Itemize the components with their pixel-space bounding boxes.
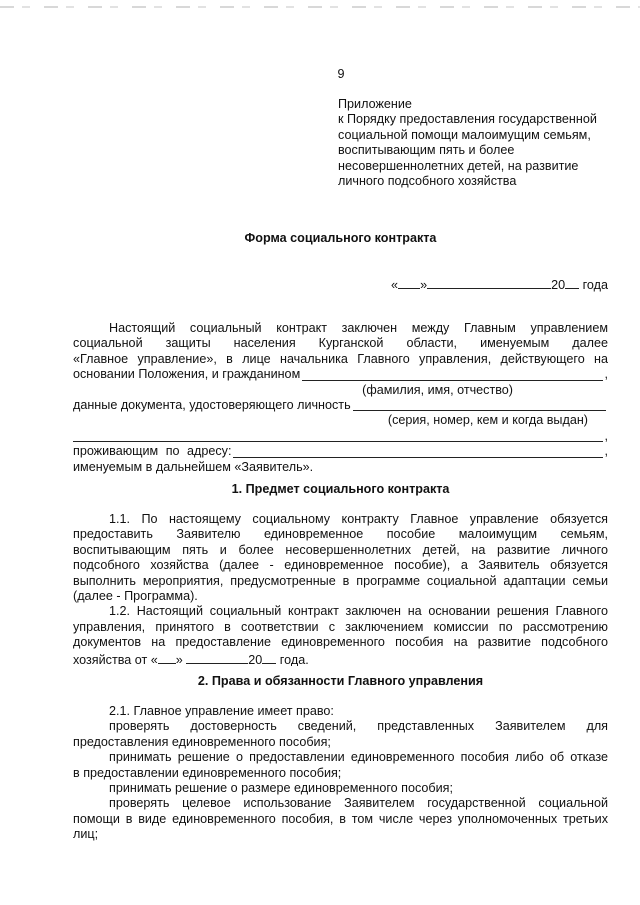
clause-line: документов на предоставление единовременного пособия на развитие подсобного	[73, 635, 608, 650]
clause-line: помощи в виде единовременного пособия, в том числе через уполномоченных третьих	[73, 811, 608, 826]
clause-line: предоставления единовременного пособия;	[73, 734, 331, 749]
section-2-body	[73, 704, 608, 843]
comma: ,	[604, 428, 608, 443]
page-number: 9	[337, 67, 345, 81]
id-document-continue-row	[73, 429, 608, 444]
day-blank	[398, 276, 420, 289]
clause-text: хозяйства от «	[73, 652, 158, 666]
citizen-name-blank	[302, 379, 602, 381]
clause-text: »	[175, 652, 183, 666]
id-document-row	[73, 398, 608, 413]
address-blank	[233, 456, 602, 458]
clause-text: года.	[276, 652, 309, 666]
date-open-quote: «	[391, 278, 399, 292]
clause-line: предоставить Заявителю единовременное пособие малоимущим семьям,	[73, 527, 608, 542]
name-hint: (фамилия, имя, отчество)	[362, 382, 513, 397]
clause-line: 1.2. Настоящий социальный контракт заключен на основании решения Главного	[109, 604, 608, 619]
appendix-line: Приложение	[338, 97, 412, 111]
date-close-quote: »	[420, 278, 428, 292]
date-line	[391, 276, 608, 293]
clause-line: лиц;	[73, 827, 99, 842]
section-2-heading: 2. Права и обязанности Главного управления	[197, 674, 484, 688]
intro-line: «Главное управление», в лице начальника Главного управления, действующего на	[73, 351, 608, 366]
intro-line: основании Положения, и гражданином	[73, 367, 301, 382]
appendix-line: воспитывающим пять и более	[338, 143, 515, 158]
appendix-line: к Порядку предоставления государственной	[338, 112, 597, 127]
clause-line: выполнить мероприятия, предусмотренные в программе социальной адаптации семьи	[73, 573, 608, 588]
citizen-name-row	[73, 367, 608, 382]
clause-line: управления, принятого в соответствии с заключением комиссии по рассмотрению	[73, 619, 608, 634]
clause-text: 20	[248, 652, 263, 666]
clause-line: 1.1. По настоящему социальному контракту Главное управление обязуется	[109, 512, 608, 526]
id-document-hint: (серия, номер, кем и когда выдан)	[387, 413, 588, 428]
called-line: именуемым в дальнейшем «Заявитель».	[73, 459, 314, 474]
clause-line: (далее - Программа).	[73, 588, 198, 603]
clause-line: 2.1. Главное управление имеет право:	[109, 704, 334, 718]
year-prefix: 20	[551, 278, 566, 292]
appendix-line: личного подсобного хозяйства	[338, 174, 517, 189]
address-row	[73, 444, 608, 459]
day-blank	[158, 651, 176, 664]
id-document-label: данные документа, удостоверяющего личность	[73, 397, 351, 412]
year-blank	[262, 651, 276, 664]
appendix-line: несовершеннолетних детей, на развитие	[338, 158, 579, 173]
comma: ,	[604, 444, 608, 459]
section-1-heading: 1. Предмет социального контракта	[231, 482, 450, 496]
address-label: проживающим по адресу:	[73, 444, 232, 459]
appendix-block	[338, 97, 613, 189]
clause-line: принимать решение о размере единовременного пособия;	[109, 780, 453, 795]
month-blank	[427, 276, 551, 289]
document-title: Форма социального контракта	[244, 231, 437, 245]
intro-line: Настоящий социальный контракт заключен между Главным управлением	[109, 321, 608, 335]
id-document-blank	[353, 409, 606, 411]
intro-paragraph	[73, 321, 608, 475]
section-1-body	[73, 512, 608, 666]
clause-line: подсобного хозяйства (далее - единовременное пособие), а Заявитель обязуется	[73, 558, 608, 573]
clause-date-line	[73, 651, 608, 666]
comma: ,	[604, 367, 608, 382]
id-document-blank-2	[73, 440, 603, 442]
clause-line: принимать решение о предоставлении единовременного пособия либо об отказе	[109, 750, 608, 765]
clause-line: проверять целевое использование Заявителем государственной социальной	[109, 796, 608, 811]
scan-artifact	[0, 6, 640, 8]
clause-line: в предоставлении единовременного пособия;	[73, 765, 342, 780]
intro-line: социальной защиты населения Курганской области, именуемым далее	[73, 336, 608, 351]
year-blank	[565, 276, 579, 289]
month-blank	[186, 651, 248, 664]
year-suffix: года	[579, 278, 608, 292]
appendix-line: социальной помощи малоимущим семьям,	[338, 127, 591, 142]
clause-line: воспитывающим пять и более несовершеннолетних детей, на развитие личного	[73, 542, 608, 557]
clause-line: проверять достоверность сведений, представленных Заявителем для	[109, 719, 608, 734]
